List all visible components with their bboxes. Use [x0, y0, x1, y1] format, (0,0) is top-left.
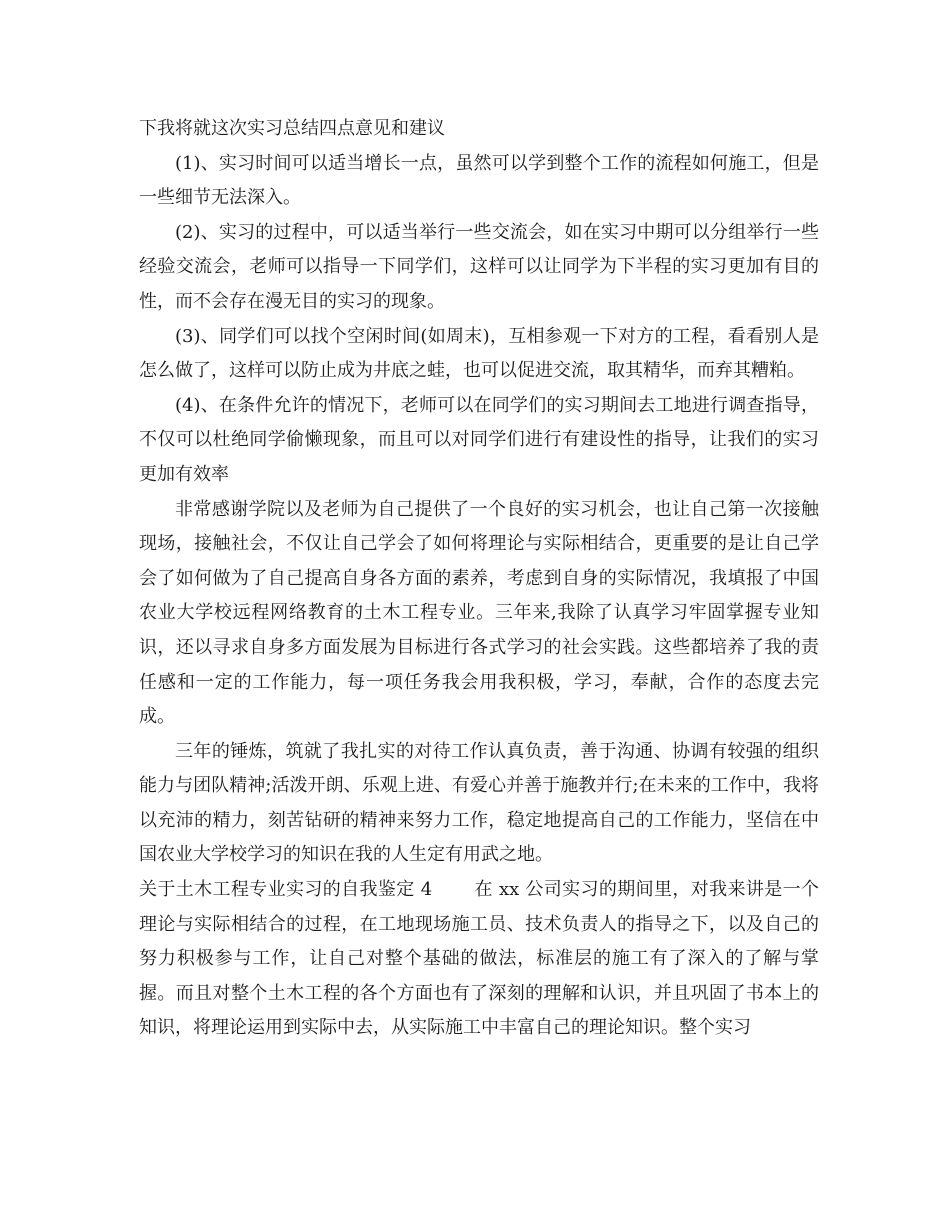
suggestion-2: (2)、实习的过程中，可以适当举行一些交流会，如在实习中期可以分组举行一些经验交流会，老师可以指导一下同学们，这样可以让同学为下半程的实习更加有目的性，而不会存在漫无目的实习的现象。	[139, 221, 819, 312]
section-4-body: 在 xx 公司实习的期间里，对我来讲是一个理论与实际相结合的过程，在工地现场施工员、技术负责人的指导之下，以及自己的努力积极参与工作，让自己对整个基础的做法，标准层的施工有了深入的了解与掌握。而且对整个土木工程的各个方面也有了深刻的理解和认识，并且巩固了书本上的知识，将理论运用到实际中去，从实际施工中丰富自己的理论知识。整个实习	[139, 879, 819, 1039]
suggestion-4: (4)、在条件允许的情况下，老师可以在同学们的实习期间去工地进行调查指导，不仅可以杜绝同学偷懒现象，而且可以对同学们进行有建设性的指导，让我们的实习更加有效率	[139, 394, 819, 485]
summary-paragraph: 三年的锤炼，筑就了我扎实的对待工作认真负责，善于沟通、协调有较强的组织能力与团队精神;活泼开朗、乐观上进、有爱心并善于施教并行;在未来的工作中，我将以充沛的精力，刻苦钻研的精神来努力工作，稳定地提高自己的工作能力，坚信在中国农业大学校学习的知识在我的人生定有用武之地。	[139, 740, 819, 866]
section-4-heading: 关于土木工程专业实习的自我鉴定 4	[139, 879, 433, 901]
thanks-paragraph: 非常感谢学院以及老师为自己提供了一个良好的实习机会，也让自己第一次接触现场，接触社会，不仅让自己学会了如何将理论与实际相结合，更重要的是让自己学会了如何做为了自己提高自身各方面的素养，考虑到自身的实际情况，我填报了中国农业大学校远程网络教育的土木工程专业。三年来,我除了认真学习牢固掌握专业知识，还以寻求自身多方面发展为目标进行各式学习的社会实践。这些都培养了我的责任感和一定的工作能力，每一项任务我会用我积极，学习，奉献，合作的态度去完成。	[139, 498, 819, 728]
document-body	[139, 112, 819, 1046]
section-4-paragraph	[139, 873, 819, 1046]
suggestion-3: (3)、同学们可以找个空闲时间(如周末)，互相参观一下对方的工程，看看别人是怎么做了，这样可以防止成为井底之蛙，也可以促进交流，取其精华，而弃其糟粕。	[139, 325, 819, 382]
intro-line: 下我将就这次实习总结四点意见和建议	[139, 118, 445, 139]
suggestion-1: (1)、实习时间可以适当增长一点，虽然可以学到整个工作的流程如何施工，但是一些细节无法深入。	[139, 152, 819, 209]
